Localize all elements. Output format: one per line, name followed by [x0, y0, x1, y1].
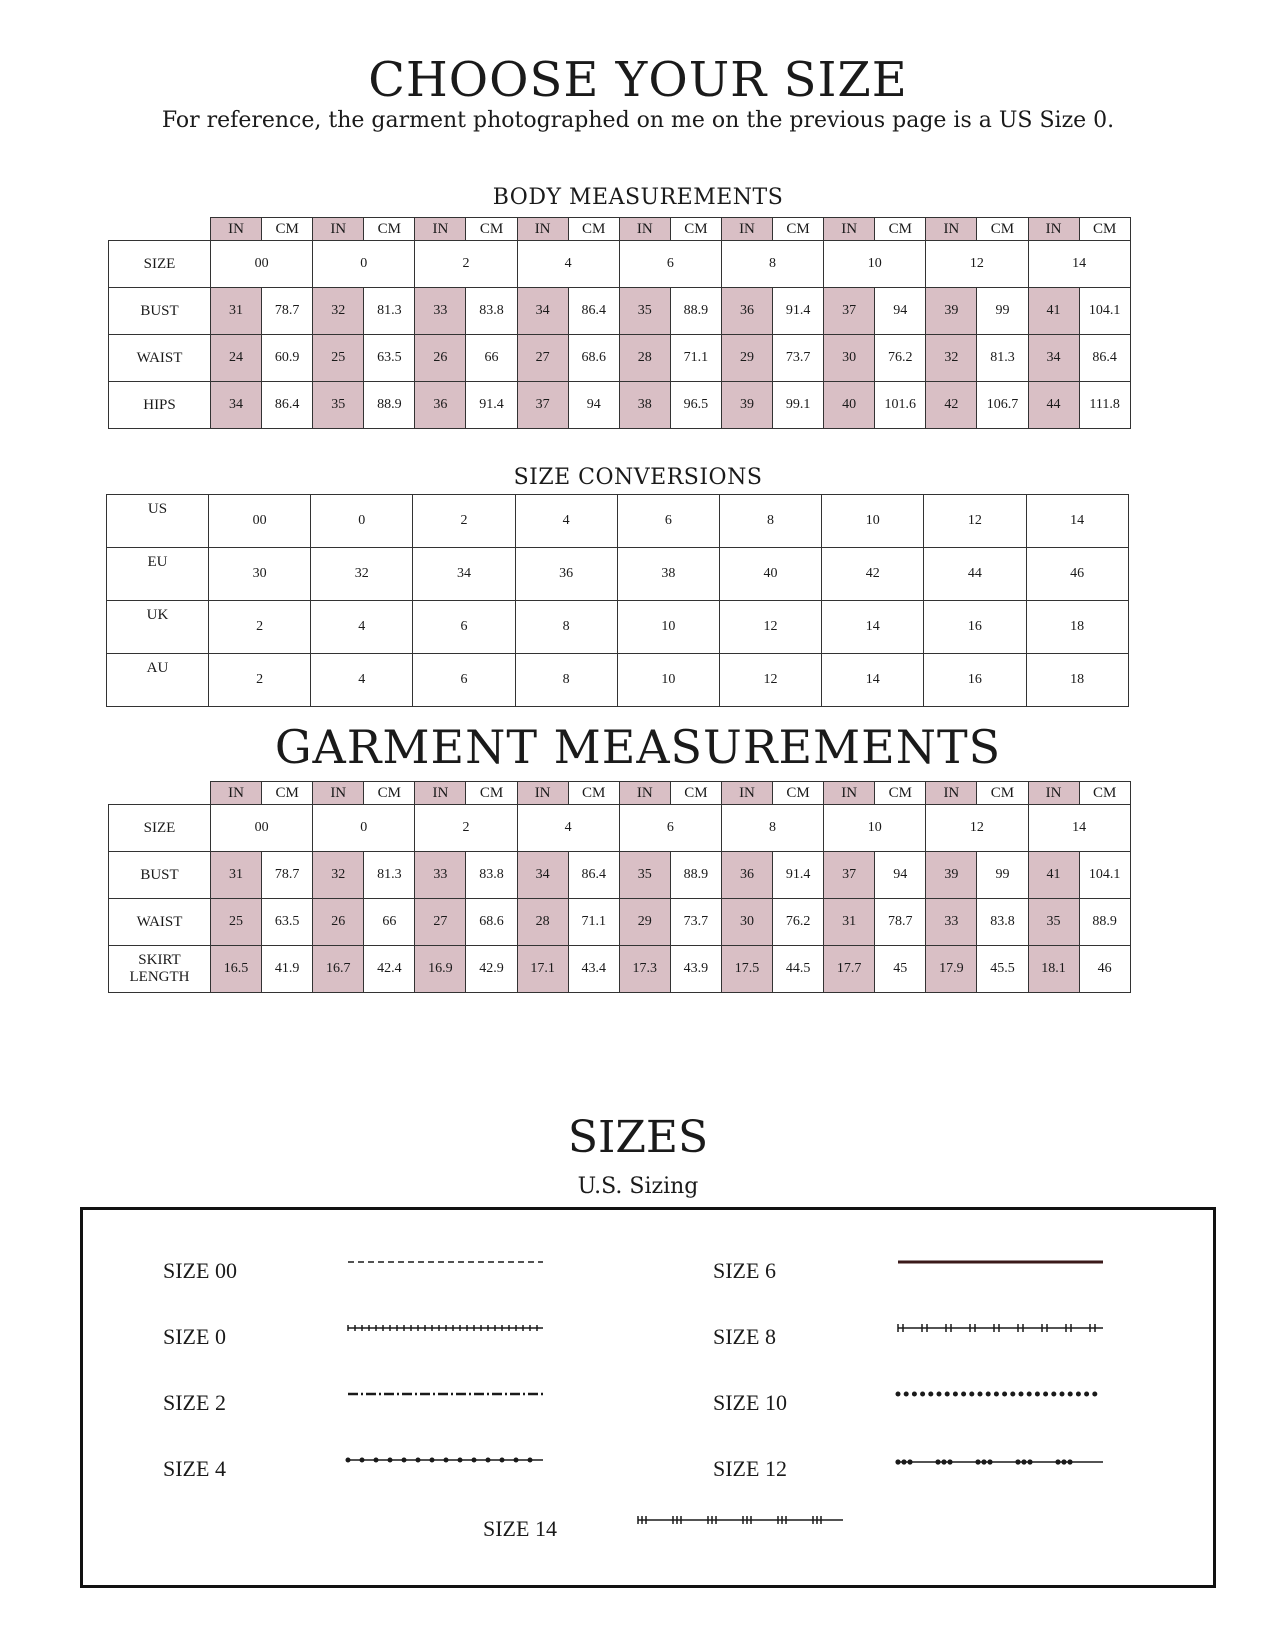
- row-label: SKIRT LENGTH: [109, 946, 211, 993]
- legend-label: SIZE 14: [483, 1516, 557, 1541]
- value-in: 29: [619, 899, 670, 946]
- legend-line-double-tick: [898, 1324, 1103, 1332]
- size-cell: 2: [415, 241, 517, 288]
- conversion-cell: 4: [311, 654, 413, 707]
- unit-header-in: IN: [721, 782, 772, 805]
- unit-header-cm: CM: [977, 782, 1028, 805]
- value-cm: 91.4: [466, 382, 517, 429]
- value-cm: 45: [875, 946, 926, 993]
- value-cm: 91.4: [773, 852, 824, 899]
- page-subtitle: For reference, the garment photographed on me on the previous page is a US Size 0.: [161, 108, 1115, 133]
- sizes-subtitle: U.S. Sizing: [577, 1174, 699, 1199]
- value-cm: 63.5: [262, 899, 313, 946]
- conversion-cell: 14: [822, 601, 924, 654]
- conversion-cell: 46: [1026, 548, 1128, 601]
- value-in: 37: [824, 852, 875, 899]
- value-cm: 96.5: [670, 382, 721, 429]
- value-in: 30: [721, 899, 772, 946]
- conversion-cell: 40: [719, 548, 821, 601]
- unit-header-in: IN: [926, 218, 977, 241]
- unit-header-cm: CM: [262, 782, 313, 805]
- size-cell: 6: [619, 805, 721, 852]
- value-in: 33: [415, 852, 466, 899]
- value-cm: 42.9: [466, 946, 517, 993]
- size-cell: 6: [619, 241, 721, 288]
- value-cm: 106.7: [977, 382, 1028, 429]
- conversion-cell: 2: [413, 495, 515, 548]
- value-cm: 71.1: [568, 899, 619, 946]
- unit-header-in: IN: [1028, 782, 1079, 805]
- sizes-title: SIZES: [567, 1112, 709, 1163]
- unit-header-cm: CM: [568, 782, 619, 805]
- value-in: 34: [517, 852, 568, 899]
- value-in: 28: [619, 335, 670, 382]
- legend-line-dotted: [896, 1392, 1098, 1397]
- legend-label: SIZE 6: [713, 1258, 776, 1283]
- unit-header-cm: CM: [568, 218, 619, 241]
- value-in: 40: [824, 382, 875, 429]
- unit-header-in: IN: [619, 218, 670, 241]
- unit-header-in: IN: [313, 782, 364, 805]
- value-cm: 66: [466, 335, 517, 382]
- value-cm: 83.8: [466, 852, 517, 899]
- value-cm: 99: [977, 288, 1028, 335]
- legend-label: SIZE 0: [163, 1324, 226, 1349]
- value-in: 26: [415, 335, 466, 382]
- value-in: 41: [1028, 852, 1079, 899]
- value-cm: 66: [364, 899, 415, 946]
- unit-header-cm: CM: [364, 218, 415, 241]
- row-label: BUST: [109, 288, 211, 335]
- value-cm: 73.7: [670, 899, 721, 946]
- conversion-cell: 10: [617, 601, 719, 654]
- size-conversions-table: [106, 494, 1129, 707]
- unit-header-in: IN: [824, 782, 875, 805]
- value-cm: 78.7: [262, 852, 313, 899]
- value-cm: 88.9: [670, 288, 721, 335]
- value-cm: 78.7: [875, 899, 926, 946]
- table-row: [109, 946, 1131, 993]
- conversion-cell: 2: [209, 654, 311, 707]
- conversion-cell: 8: [515, 601, 617, 654]
- conversion-cell: 42: [822, 548, 924, 601]
- conversion-cell: 16: [924, 601, 1026, 654]
- value-in: 16.7: [313, 946, 364, 993]
- conversion-cell: 16: [924, 654, 1026, 707]
- legend-label: SIZE 00: [163, 1258, 237, 1283]
- value-in: 36: [415, 382, 466, 429]
- unit-header-in: IN: [517, 218, 568, 241]
- legend-line-triple-dot: [895, 1459, 1103, 1464]
- unit-header-cm: CM: [977, 218, 1028, 241]
- value-cm: 81.3: [977, 335, 1028, 382]
- value-cm: 76.2: [773, 899, 824, 946]
- sizes-legend-box: [80, 1207, 1216, 1588]
- value-in: 27: [517, 335, 568, 382]
- conversion-cell: 34: [413, 548, 515, 601]
- garment-measurements-title: GARMENT MEASUREMENTS: [274, 720, 1002, 774]
- size-cell: 4: [517, 241, 619, 288]
- value-cm: 42.4: [364, 946, 415, 993]
- value-in: 16.5: [211, 946, 262, 993]
- value-in: 31: [211, 852, 262, 899]
- value-cm: 83.8: [977, 899, 1028, 946]
- value-in: 17.9: [926, 946, 977, 993]
- conversion-cell: 18: [1026, 601, 1128, 654]
- value-cm: 45.5: [977, 946, 1028, 993]
- row-label: BUST: [109, 852, 211, 899]
- value-cm: 91.4: [773, 288, 824, 335]
- size-cell: 12: [926, 241, 1028, 288]
- value-cm: 78.7: [262, 288, 313, 335]
- garment-measurements-table: [108, 781, 1131, 993]
- value-cm: 94: [875, 852, 926, 899]
- row-label: US: [107, 495, 209, 548]
- value-in: 25: [313, 335, 364, 382]
- value-in: 17.3: [619, 946, 670, 993]
- value-cm: 101.6: [875, 382, 926, 429]
- size-cell: 14: [1028, 241, 1130, 288]
- value-cm: 43.9: [670, 946, 721, 993]
- conversion-cell: 4: [311, 601, 413, 654]
- value-in: 17.5: [721, 946, 772, 993]
- value-cm: 63.5: [364, 335, 415, 382]
- corner-blank: [109, 218, 211, 241]
- table-row: [107, 654, 1129, 707]
- row-label: SIZE: [109, 805, 211, 852]
- value-in: 35: [619, 288, 670, 335]
- value-in: 18.1: [1028, 946, 1079, 993]
- value-in: 39: [926, 288, 977, 335]
- unit-header-in: IN: [313, 218, 364, 241]
- value-in: 44: [1028, 382, 1079, 429]
- value-in: 26: [313, 899, 364, 946]
- table-row: [109, 335, 1131, 382]
- row-label: UK: [107, 601, 209, 654]
- value-in: 34: [1028, 335, 1079, 382]
- conversion-cell: 6: [413, 601, 515, 654]
- unit-header-in: IN: [721, 218, 772, 241]
- legend-line-dot-line: [346, 1458, 544, 1463]
- value-in: 41: [1028, 288, 1079, 335]
- row-label: HIPS: [109, 382, 211, 429]
- conversion-cell: 12: [719, 601, 821, 654]
- conversion-cell: 0: [311, 495, 413, 548]
- conversion-cell: 36: [515, 548, 617, 601]
- row-label: AU: [107, 654, 209, 707]
- value-cm: 76.2: [875, 335, 926, 382]
- conversion-cell: 8: [515, 654, 617, 707]
- value-cm: 94: [875, 288, 926, 335]
- size-cell: 14: [1028, 805, 1130, 852]
- conversion-cell: 32: [311, 548, 413, 601]
- value-cm: 71.1: [670, 335, 721, 382]
- unit-header-cm: CM: [364, 782, 415, 805]
- value-cm: 86.4: [1079, 335, 1130, 382]
- size-cell: 10: [824, 805, 926, 852]
- value-cm: 86.4: [568, 852, 619, 899]
- value-in: 39: [926, 852, 977, 899]
- size-conversions-title: SIZE CONVERSIONS: [513, 465, 763, 490]
- value-in: 24: [211, 335, 262, 382]
- value-cm: 104.1: [1079, 288, 1130, 335]
- value-in: 32: [926, 335, 977, 382]
- value-in: 32: [313, 288, 364, 335]
- value-cm: 104.1: [1079, 852, 1130, 899]
- value-in: 25: [211, 899, 262, 946]
- unit-header-cm: CM: [773, 218, 824, 241]
- value-cm: 68.6: [568, 335, 619, 382]
- value-cm: 68.6: [466, 899, 517, 946]
- table-row: [109, 852, 1131, 899]
- value-in: 37: [824, 288, 875, 335]
- value-cm: 83.8: [466, 288, 517, 335]
- unit-header-in: IN: [926, 782, 977, 805]
- value-in: 30: [824, 335, 875, 382]
- unit-header-cm: CM: [875, 782, 926, 805]
- legend-label: SIZE 2: [163, 1390, 226, 1415]
- unit-header-cm: CM: [773, 782, 824, 805]
- unit-header-cm: CM: [466, 782, 517, 805]
- body-measurements-table: [108, 217, 1131, 429]
- value-in: 37: [517, 382, 568, 429]
- value-cm: 41.9: [262, 946, 313, 993]
- table-row: [109, 899, 1131, 946]
- value-cm: 86.4: [262, 382, 313, 429]
- value-in: 31: [211, 288, 262, 335]
- value-in: 27: [415, 899, 466, 946]
- value-in: 35: [313, 382, 364, 429]
- value-in: 16.9: [415, 946, 466, 993]
- sizes-legend-lines: [83, 1210, 1213, 1585]
- unit-header-in: IN: [1028, 218, 1079, 241]
- conversion-cell: 14: [822, 654, 924, 707]
- unit-header-in: IN: [824, 218, 875, 241]
- size-cell: 4: [517, 805, 619, 852]
- unit-header-cm: CM: [1079, 218, 1130, 241]
- legend-line-tick-dense: [348, 1325, 543, 1331]
- conversion-cell: 10: [617, 654, 719, 707]
- value-in: 33: [415, 288, 466, 335]
- unit-header-cm: CM: [262, 218, 313, 241]
- value-in: 36: [721, 852, 772, 899]
- unit-header-cm: CM: [670, 782, 721, 805]
- conversion-cell: 44: [924, 548, 1026, 601]
- conversion-cell: 8: [719, 495, 821, 548]
- table-row: [107, 601, 1129, 654]
- table-row: [107, 495, 1129, 548]
- table-row: [109, 805, 1131, 852]
- value-in: 34: [211, 382, 262, 429]
- unit-header-in: IN: [415, 218, 466, 241]
- unit-header-in: IN: [211, 782, 262, 805]
- value-in: 36: [721, 288, 772, 335]
- body-measurements-title: BODY MEASUREMENTS: [492, 185, 784, 210]
- unit-header-cm: CM: [466, 218, 517, 241]
- value-cm: 88.9: [670, 852, 721, 899]
- value-cm: 81.3: [364, 852, 415, 899]
- table-row: [109, 241, 1131, 288]
- size-cell: 12: [926, 805, 1028, 852]
- unit-header-cm: CM: [670, 218, 721, 241]
- size-cell: 00: [211, 805, 313, 852]
- legend-label: SIZE 8: [713, 1324, 776, 1349]
- value-cm: 46: [1079, 946, 1130, 993]
- legend-line-triple-tick: [638, 1516, 843, 1524]
- legend-label: SIZE 12: [713, 1456, 787, 1481]
- value-in: 35: [1028, 899, 1079, 946]
- row-label: WAIST: [109, 899, 211, 946]
- conversion-cell: 30: [209, 548, 311, 601]
- legend-label: SIZE 10: [713, 1390, 787, 1415]
- value-cm: 81.3: [364, 288, 415, 335]
- size-cell: 8: [721, 805, 823, 852]
- conversion-cell: 12: [719, 654, 821, 707]
- value-cm: 60.9: [262, 335, 313, 382]
- conversion-cell: 10: [822, 495, 924, 548]
- size-cell: 0: [313, 241, 415, 288]
- conversion-cell: 14: [1026, 495, 1128, 548]
- value-in: 31: [824, 899, 875, 946]
- value-in: 38: [619, 382, 670, 429]
- corner-blank: [109, 782, 211, 805]
- value-in: 42: [926, 382, 977, 429]
- value-in: 33: [926, 899, 977, 946]
- table-row: [107, 548, 1129, 601]
- value-in: 35: [619, 852, 670, 899]
- value-cm: 73.7: [773, 335, 824, 382]
- conversion-cell: 00: [209, 495, 311, 548]
- size-cell: 0: [313, 805, 415, 852]
- value-cm: 99: [977, 852, 1028, 899]
- value-in: 29: [721, 335, 772, 382]
- value-in: 17.7: [824, 946, 875, 993]
- value-cm: 88.9: [1079, 899, 1130, 946]
- size-cell: 10: [824, 241, 926, 288]
- page-title: CHOOSE YOUR SIZE: [368, 52, 908, 108]
- unit-header-cm: CM: [875, 218, 926, 241]
- value-cm: 94: [568, 382, 619, 429]
- row-label: WAIST: [109, 335, 211, 382]
- conversion-cell: 4: [515, 495, 617, 548]
- size-cell: 8: [721, 241, 823, 288]
- value-in: 28: [517, 899, 568, 946]
- conversion-cell: 18: [1026, 654, 1128, 707]
- row-label: EU: [107, 548, 209, 601]
- value-cm: 111.8: [1079, 382, 1130, 429]
- conversion-cell: 6: [617, 495, 719, 548]
- value-cm: 99.1: [773, 382, 824, 429]
- conversion-cell: 12: [924, 495, 1026, 548]
- legend-label: SIZE 4: [163, 1456, 226, 1481]
- table-row: [109, 288, 1131, 335]
- value-in: 39: [721, 382, 772, 429]
- unit-header-in: IN: [211, 218, 262, 241]
- conversion-cell: 6: [413, 654, 515, 707]
- value-in: 17.1: [517, 946, 568, 993]
- size-cell: 2: [415, 805, 517, 852]
- conversion-cell: 38: [617, 548, 719, 601]
- size-cell: 00: [211, 241, 313, 288]
- table-row: [109, 382, 1131, 429]
- unit-header-in: IN: [415, 782, 466, 805]
- unit-header-cm: CM: [1079, 782, 1130, 805]
- value-cm: 44.5: [773, 946, 824, 993]
- unit-header-in: IN: [517, 782, 568, 805]
- value-in: 32: [313, 852, 364, 899]
- value-cm: 43.4: [568, 946, 619, 993]
- conversion-cell: 2: [209, 601, 311, 654]
- value-cm: 88.9: [364, 382, 415, 429]
- unit-header-in: IN: [619, 782, 670, 805]
- row-label: SIZE: [109, 241, 211, 288]
- value-in: 34: [517, 288, 568, 335]
- value-cm: 86.4: [568, 288, 619, 335]
